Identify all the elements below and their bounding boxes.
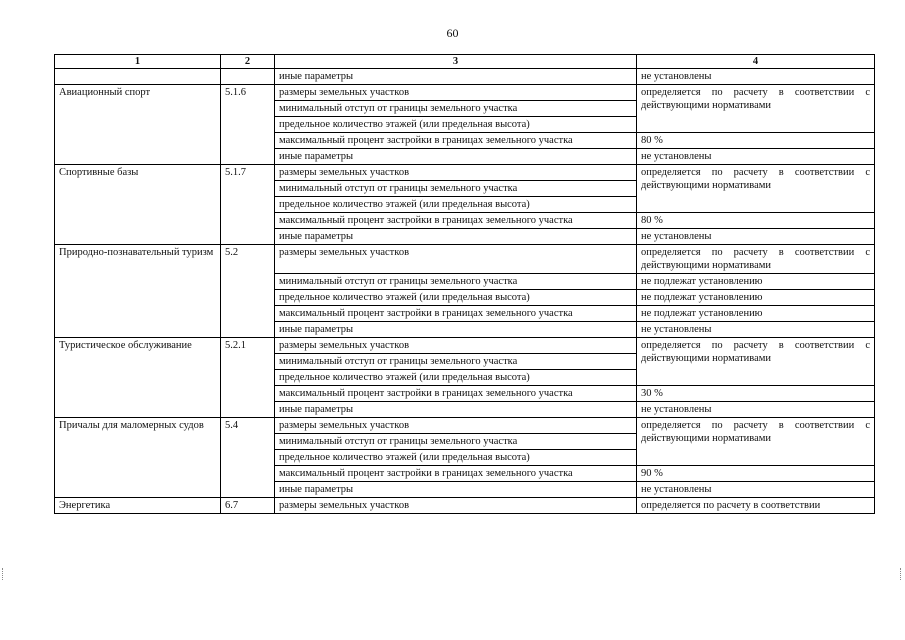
value-cell: не установлены bbox=[637, 482, 875, 498]
parameter-cell: предельное количество этажей (или предельная высота) bbox=[275, 290, 637, 306]
header-col-2: 2 bbox=[221, 55, 275, 69]
value-cell: не установлены bbox=[637, 69, 875, 85]
table-row bbox=[55, 418, 875, 434]
code-cell: 5.2.1 bbox=[221, 338, 275, 418]
code-cell: 5.4 bbox=[221, 418, 275, 498]
parameters-table bbox=[54, 54, 875, 514]
value-cell: определяется по расчету в соответствии с действующими нормативами bbox=[637, 165, 875, 213]
parameter-cell: минимальный отступ от границы земельного участка bbox=[275, 181, 637, 197]
parameter-cell: иные параметры bbox=[275, 69, 637, 85]
parameter-cell: минимальный отступ от границы земельного участка bbox=[275, 101, 637, 117]
activity-cell bbox=[55, 69, 221, 85]
value-cell: 80 % bbox=[637, 213, 875, 229]
value-cell: определяется по расчету в соответствии bbox=[637, 498, 875, 514]
value-cell: не подлежат установлению bbox=[637, 274, 875, 290]
activity-cell: Спортивные базы bbox=[55, 165, 221, 245]
parameter-cell: минимальный отступ от границы земельного участка bbox=[275, 274, 637, 290]
value-cell: определяется по расчету в соответствии с действующими нормативами bbox=[637, 418, 875, 466]
table-row bbox=[55, 338, 875, 354]
activity-cell: Туристическое обслуживание bbox=[55, 338, 221, 418]
parameter-cell: размеры земельных участков bbox=[275, 418, 637, 434]
code-cell: 5.1.6 bbox=[221, 85, 275, 165]
parameter-cell: размеры земельных участков bbox=[275, 338, 637, 354]
value-cell: не установлены bbox=[637, 402, 875, 418]
code-cell: 5.1.7 bbox=[221, 165, 275, 245]
parameter-cell: максимальный процент застройки в границах земельного участка bbox=[275, 306, 637, 322]
parameter-cell: размеры земельных участков bbox=[275, 245, 637, 274]
parameter-cell: иные параметры bbox=[275, 149, 637, 165]
parameter-cell: максимальный процент застройки в границах земельного участка bbox=[275, 213, 637, 229]
parameter-cell: иные параметры bbox=[275, 482, 637, 498]
parameter-cell: иные параметры bbox=[275, 322, 637, 338]
parameter-cell: минимальный отступ от границы земельного участка bbox=[275, 434, 637, 450]
value-cell: 90 % bbox=[637, 466, 875, 482]
value-cell: не установлены bbox=[637, 322, 875, 338]
parameter-cell: предельное количество этажей (или предельная высота) bbox=[275, 370, 637, 386]
parameter-cell: размеры земельных участков bbox=[275, 498, 637, 514]
parameter-cell: минимальный отступ от границы земельного участка bbox=[275, 354, 637, 370]
header-col-3: 3 bbox=[275, 55, 637, 69]
parameter-cell: размеры земельных участков bbox=[275, 85, 637, 101]
value-cell: определяется по расчету в соответствии с действующими нормативами bbox=[637, 85, 875, 133]
value-cell: не подлежат установлению bbox=[637, 306, 875, 322]
header-col-4: 4 bbox=[637, 55, 875, 69]
table-row bbox=[55, 69, 875, 85]
parameter-cell: предельное количество этажей (или предельная высота) bbox=[275, 197, 637, 213]
table-row bbox=[55, 245, 875, 274]
table-row bbox=[55, 498, 875, 514]
activity-cell: Авиационный спорт bbox=[55, 85, 221, 165]
page-number: 60 bbox=[446, 26, 459, 40]
value-cell: 80 % bbox=[637, 133, 875, 149]
parameter-cell: предельное количество этажей (или предельная высота) bbox=[275, 117, 637, 133]
value-cell: определяется по расчету в соответствии с действующими нормативами bbox=[637, 338, 875, 386]
value-cell: не подлежат установлению bbox=[637, 290, 875, 306]
header-col-1: 1 bbox=[55, 55, 221, 69]
value-cell: определяется по расчету в соответствии с действующими нормативами bbox=[637, 245, 875, 274]
table-header-row bbox=[55, 55, 875, 69]
code-cell: 6.7 bbox=[221, 498, 275, 514]
activity-cell: Причалы для маломерных судов bbox=[55, 418, 221, 498]
parameter-cell: максимальный процент застройки в границах земельного участка bbox=[275, 386, 637, 402]
code-cell bbox=[221, 69, 275, 85]
scan-edge-mark-right bbox=[900, 568, 903, 580]
parameter-cell: иные параметры bbox=[275, 402, 637, 418]
activity-cell: Энергетика bbox=[55, 498, 221, 514]
table-row bbox=[55, 165, 875, 181]
code-cell: 5.2 bbox=[221, 245, 275, 338]
parameter-cell: предельное количество этажей (или предельная высота) bbox=[275, 450, 637, 466]
activity-cell: Природно-познавательный туризм bbox=[55, 245, 221, 338]
value-cell: не установлены bbox=[637, 229, 875, 245]
parameter-cell: размеры земельных участков bbox=[275, 165, 637, 181]
value-cell: 30 % bbox=[637, 386, 875, 402]
scan-edge-mark-left bbox=[2, 568, 5, 580]
value-cell: не установлены bbox=[637, 149, 875, 165]
parameter-cell: максимальный процент застройки в границах земельного участка bbox=[275, 466, 637, 482]
table-row bbox=[55, 85, 875, 101]
parameter-cell: иные параметры bbox=[275, 229, 637, 245]
parameter-cell: максимальный процент застройки в границах земельного участка bbox=[275, 133, 637, 149]
